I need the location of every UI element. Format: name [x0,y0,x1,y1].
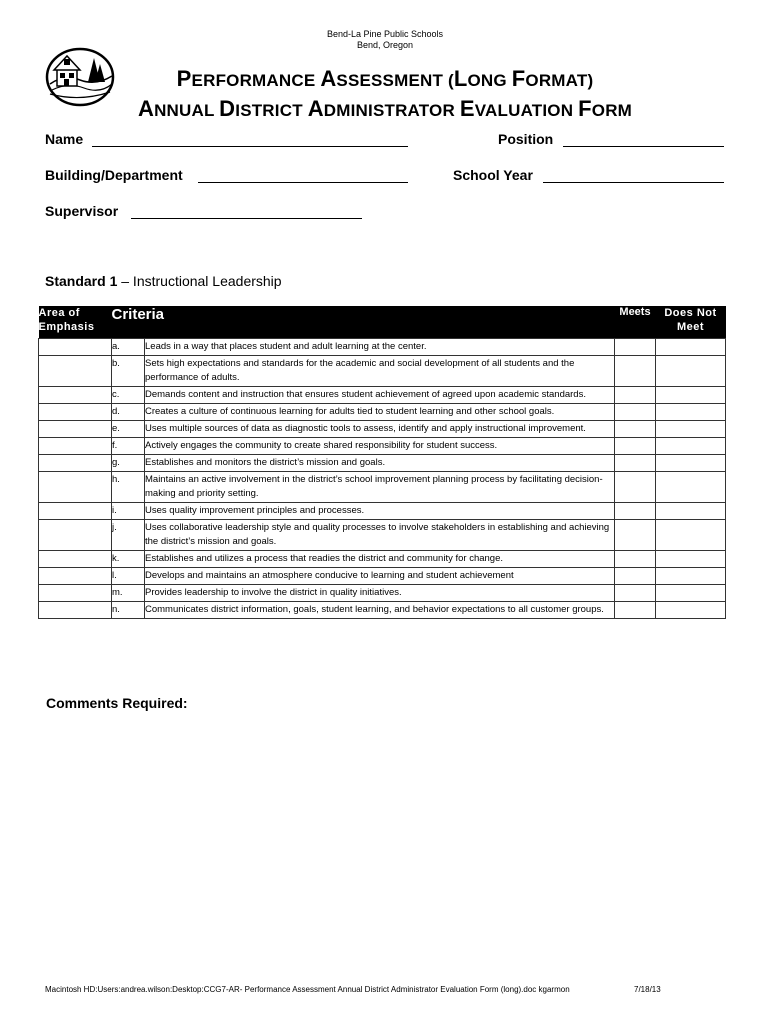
does-not-meet-cell[interactable] [656,355,726,386]
footer-file-path: Macintosh HD:Users:andrea.wilson:Desktop:CCG7-AR- Performance Assessment Annual District Administrator Evaluation Form (long).doc kgarmon [45,985,570,994]
does-not-meet-cell[interactable] [656,403,726,420]
criteria-row [39,338,726,355]
meets-cell[interactable] [615,601,656,618]
org-location: Bend, Oregon [356,40,414,50]
criteria-row [39,502,726,519]
org-name: Bend-La Pine Public Schools [326,29,444,39]
position-field[interactable] [563,146,724,147]
area-of-emphasis-cell[interactable] [39,454,112,471]
area-of-emphasis-cell[interactable] [39,338,112,355]
criteria-row [39,519,726,550]
meets-cell[interactable] [615,386,656,403]
does-not-meet-cell[interactable] [656,338,726,355]
comments-required-label: Comments Required: [46,695,188,711]
meets-cell[interactable] [615,471,656,502]
standard-description: – Instructional Leadership [117,273,282,289]
criteria-table [38,306,726,619]
criteria-row [39,454,726,471]
criteria-row [39,386,726,403]
area-of-emphasis-cell[interactable] [39,601,112,618]
meets-cell[interactable] [615,519,656,550]
criteria-letter: i. [112,502,145,519]
does-not-meet-cell[interactable] [656,502,726,519]
meets-cell[interactable] [615,584,656,601]
meets-cell[interactable] [615,437,656,454]
criteria-letter: j. [112,519,145,550]
area-of-emphasis-cell[interactable] [39,550,112,567]
standard-heading [45,273,282,289]
form-title-line1: PERFORMANCE ASSESSMENT (LONG FORMAT) [176,66,594,91]
criteria-text: Actively engages the community to create shared responsibility for student success. [145,437,615,454]
criteria-text: Develops and maintains an atmosphere conducive to learning and student achievement [145,567,615,584]
does-not-meet-cell[interactable] [656,550,726,567]
criteria-letter: m. [112,584,145,601]
criteria-header: Criteria [112,306,615,338]
area-of-emphasis-cell[interactable] [39,584,112,601]
meets-header: Meets [615,306,656,338]
criteria-letter: h. [112,471,145,502]
meets-cell[interactable] [615,454,656,471]
criteria-text: Sets high expectations and standards for the academic and social development of all students and the performance of adults. [145,355,615,386]
building-department-field[interactable] [198,182,408,183]
does-not-meet-cell[interactable] [656,584,726,601]
criteria-row [39,437,726,454]
form-title-line2: ANNUAL DISTRICT ADMINISTRATOR EVALUATION FORM [137,96,633,121]
supervisor-label: Supervisor [45,203,119,219]
school-year-label: School Year [453,167,533,183]
meets-cell[interactable] [615,567,656,584]
area-of-emphasis-cell[interactable] [39,403,112,420]
area-of-emphasis-cell[interactable] [39,420,112,437]
supervisor-field[interactable] [131,218,362,219]
criteria-letter: e. [112,420,145,437]
building-department-label: Building/Department [45,167,183,183]
name-field[interactable] [92,146,408,147]
area-of-emphasis-cell[interactable] [39,355,112,386]
criteria-letter: d. [112,403,145,420]
criteria-text: Uses collaborative leadership style and quality processes to involve stakeholders in establishing and achieving the district’s mission and goals. [145,519,615,550]
criteria-row [39,567,726,584]
criteria-row [39,601,726,618]
criteria-text: Uses multiple sources of data as diagnostic tools to assess, identify and apply instructional improvement. [145,420,615,437]
meets-cell[interactable] [615,502,656,519]
criteria-letter: g. [112,454,145,471]
criteria-text: Demands content and instruction that ensures student achievement of agreed upon academic standards. [145,386,615,403]
meets-cell[interactable] [615,355,656,386]
does-not-meet-cell[interactable] [656,601,726,618]
does-not-meet-header: Does Not Meet [656,306,726,338]
name-label: Name [45,131,84,147]
criteria-text: Establishes and monitors the district’s mission and goals. [145,454,615,471]
does-not-meet-cell[interactable] [656,386,726,403]
area-of-emphasis-cell[interactable] [39,519,112,550]
criteria-row [39,403,726,420]
criteria-row [39,420,726,437]
criteria-text: Communicates district information, goals, student learning, and behavior expectations to all customer groups. [145,601,615,618]
does-not-meet-cell[interactable] [656,420,726,437]
school-year-field[interactable] [543,182,724,183]
meets-cell[interactable] [615,420,656,437]
footer-date: 7/18/13 [634,985,661,994]
criteria-row [39,584,726,601]
does-not-meet-cell[interactable] [656,519,726,550]
criteria-letter: a. [112,338,145,355]
criteria-row [39,471,726,502]
criteria-row [39,550,726,567]
criteria-letter: k. [112,550,145,567]
criteria-text: Uses quality improvement principles and processes. [145,502,615,519]
area-of-emphasis-cell[interactable] [39,502,112,519]
criteria-text: Creates a culture of continuous learning for adults tied to student learning and other school goals. [145,403,615,420]
criteria-letter: b. [112,355,145,386]
criteria-text: Maintains an active involvement in the district’s school improvement planning process by facilitating decision-making and priority setting. [145,471,615,502]
criteria-letter: f. [112,437,145,454]
position-label: Position [498,131,554,147]
meets-cell[interactable] [615,403,656,420]
meets-cell[interactable] [615,550,656,567]
criteria-text: Establishes and utilizes a process that readies the district and community for change. [145,550,615,567]
meets-cell[interactable] [615,338,656,355]
area-of-emphasis-cell[interactable] [39,386,112,403]
table-header-row [39,306,726,338]
does-not-meet-cell[interactable] [656,567,726,584]
does-not-meet-cell[interactable] [656,471,726,502]
criteria-letter: l. [112,567,145,584]
criteria-letter: c. [112,386,145,403]
area-of-emphasis-cell[interactable] [39,567,112,584]
does-not-meet-cell[interactable] [656,437,726,454]
area-of-emphasis-cell[interactable] [39,437,112,454]
criteria-text: Leads in a way that places student and adult learning at the center. [145,338,615,355]
area-of-emphasis-cell[interactable] [39,471,112,502]
criteria-row [39,355,726,386]
criteria-text: Provides leadership to involve the district in quality initiatives. [145,584,615,601]
area-of-emphasis-header: Area of Emphasis [39,306,112,338]
standard-label: Standard 1 [45,273,118,289]
criteria-letter: n. [112,601,145,618]
does-not-meet-cell[interactable] [656,454,726,471]
